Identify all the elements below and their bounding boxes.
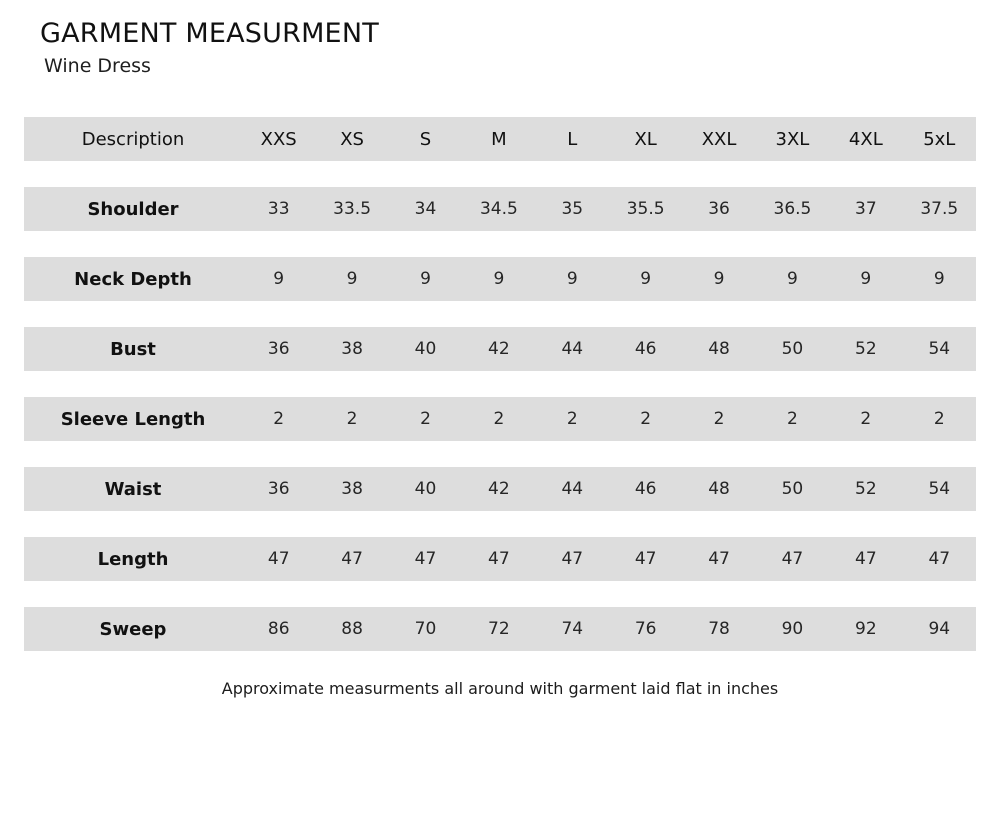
table-row — [24, 397, 976, 441]
page-title: GARMENT MEASURMENT — [40, 18, 379, 49]
cell-value: 47 — [903, 537, 976, 581]
cell-value: 47 — [609, 537, 682, 581]
column-header-size: 3XL — [756, 117, 829, 161]
cell-value: 38 — [315, 327, 388, 371]
cell-value: 44 — [536, 327, 609, 371]
table-row — [24, 187, 976, 231]
cell-value: 48 — [682, 467, 755, 511]
table-row — [24, 327, 976, 371]
cell-value: 2 — [829, 397, 902, 441]
cell-value: 36.5 — [756, 187, 829, 231]
cell-value: 2 — [315, 397, 388, 441]
cell-value: 9 — [903, 257, 976, 301]
row-label: Neck Depth — [24, 257, 242, 301]
cell-value: 9 — [609, 257, 682, 301]
cell-value: 40 — [389, 327, 462, 371]
cell-value: 42 — [462, 467, 535, 511]
table-body — [24, 187, 976, 651]
cell-value: 70 — [389, 607, 462, 651]
cell-value: 34 — [389, 187, 462, 231]
cell-value: 52 — [829, 467, 902, 511]
cell-value: 35 — [536, 187, 609, 231]
cell-value: 47 — [536, 537, 609, 581]
cell-value: 74 — [536, 607, 609, 651]
row-label: Sweep — [24, 607, 242, 651]
row-label: Length — [24, 537, 242, 581]
table-row — [24, 537, 976, 581]
cell-value: 90 — [756, 607, 829, 651]
cell-value: 47 — [756, 537, 829, 581]
cell-value: 42 — [462, 327, 535, 371]
cell-value: 9 — [682, 257, 755, 301]
row-label: Waist — [24, 467, 242, 511]
footnote: Approximate measurments all around with garment laid flat in inches — [221, 679, 779, 698]
cell-value: 36 — [242, 327, 315, 371]
column-header-size: XXL — [682, 117, 755, 161]
cell-value: 34.5 — [462, 187, 535, 231]
cell-value: 54 — [903, 327, 976, 371]
table-row — [24, 607, 976, 651]
cell-value: 35.5 — [609, 187, 682, 231]
cell-value: 33 — [242, 187, 315, 231]
column-header-size: XS — [315, 117, 388, 161]
cell-value: 47 — [682, 537, 755, 581]
column-header-size: S — [389, 117, 462, 161]
column-header-description: Description — [24, 117, 242, 161]
cell-value: 86 — [242, 607, 315, 651]
row-label: Sleeve Length — [24, 397, 242, 441]
row-label: Bust — [24, 327, 242, 371]
cell-value: 44 — [536, 467, 609, 511]
cell-value: 9 — [829, 257, 902, 301]
table-header-row — [24, 117, 976, 161]
cell-value: 92 — [829, 607, 902, 651]
cell-value: 47 — [462, 537, 535, 581]
column-header-size: XXS — [242, 117, 315, 161]
cell-value: 37.5 — [903, 187, 976, 231]
cell-value: 36 — [242, 467, 315, 511]
cell-value: 2 — [682, 397, 755, 441]
cell-value: 47 — [829, 537, 902, 581]
cell-value: 76 — [609, 607, 682, 651]
cell-value: 2 — [756, 397, 829, 441]
cell-value: 2 — [536, 397, 609, 441]
cell-value: 88 — [315, 607, 388, 651]
table-header — [24, 117, 976, 161]
cell-value: 2 — [389, 397, 462, 441]
cell-value: 9 — [315, 257, 388, 301]
column-header-size: M — [462, 117, 535, 161]
cell-value: 2 — [242, 397, 315, 441]
cell-value: 46 — [609, 327, 682, 371]
table-row — [24, 467, 976, 511]
cell-value: 2 — [903, 397, 976, 441]
cell-value: 50 — [756, 327, 829, 371]
cell-value: 46 — [609, 467, 682, 511]
cell-value: 47 — [315, 537, 388, 581]
cell-value: 38 — [315, 467, 388, 511]
cell-value: 48 — [682, 327, 755, 371]
cell-value: 37 — [829, 187, 902, 231]
page-subtitle: Wine Dress — [44, 55, 151, 77]
cell-value: 50 — [756, 467, 829, 511]
table-row — [24, 257, 976, 301]
cell-value: 9 — [462, 257, 535, 301]
cell-value: 2 — [609, 397, 682, 441]
cell-value: 78 — [682, 607, 755, 651]
column-header-size: 4XL — [829, 117, 902, 161]
cell-value: 40 — [389, 467, 462, 511]
cell-value: 36 — [682, 187, 755, 231]
column-header-size: XL — [609, 117, 682, 161]
column-header-size: 5xL — [903, 117, 976, 161]
row-label: Shoulder — [24, 187, 242, 231]
cell-value: 54 — [903, 467, 976, 511]
cell-value: 47 — [242, 537, 315, 581]
cell-value: 72 — [462, 607, 535, 651]
measurement-table — [24, 91, 976, 677]
column-header-size: L — [536, 117, 609, 161]
cell-value: 47 — [389, 537, 462, 581]
cell-value: 2 — [462, 397, 535, 441]
cell-value: 94 — [903, 607, 976, 651]
cell-value: 52 — [829, 327, 902, 371]
cell-value: 9 — [536, 257, 609, 301]
cell-value: 33.5 — [315, 187, 388, 231]
cell-value: 9 — [389, 257, 462, 301]
cell-value: 9 — [242, 257, 315, 301]
cell-value: 9 — [756, 257, 829, 301]
